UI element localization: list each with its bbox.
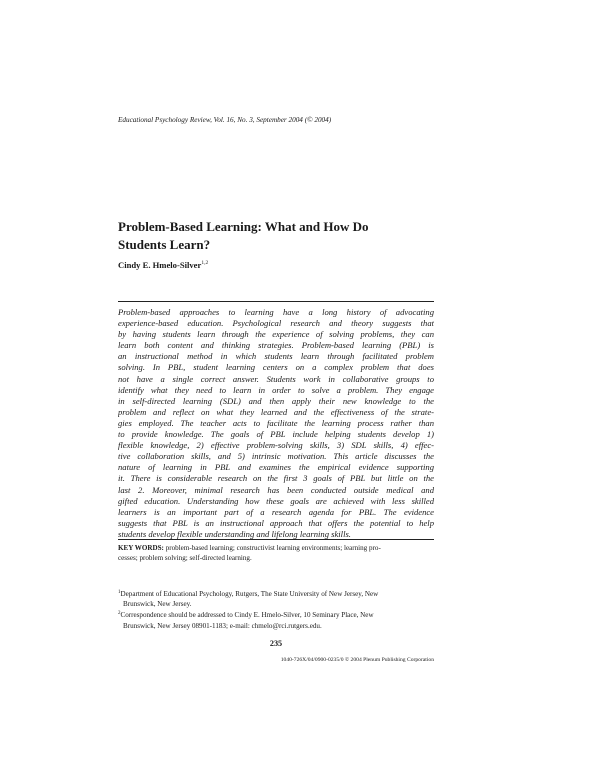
- author-affiliation-marks: 1,2: [201, 260, 209, 266]
- footnote-mark: 1: [118, 590, 121, 595]
- abstract-line: problem and reflect on what they learned and the effectiveness of the strate-: [118, 406, 434, 417]
- copyright-notice: 1040-726X/04/0900-0235/0 © 2004 Plenum Publishing Corporation: [280, 657, 434, 663]
- abstract-top-rule: [118, 301, 434, 302]
- abstract-line: learn both content and thinking strategies. Problem-based learning (PBL) is: [118, 340, 434, 351]
- abstract-line: an instructional method in which students learn through facilitated problem: [118, 351, 434, 362]
- footnote-1-continuation: Brunswick, New Jersey.: [123, 600, 192, 609]
- title-line: Problem-Based Learning: What and How Do: [118, 219, 369, 234]
- abstract-line: not have a single correct answer. Students work in collaborative groups to: [118, 373, 434, 384]
- footnote-2: [118, 609, 434, 620]
- footnotes: [118, 588, 434, 631]
- abstract-line: last 2. Moreover, minimal research has been conducted outside medical and: [118, 484, 434, 495]
- author-name: [118, 260, 208, 270]
- footnote-mark: 2: [118, 611, 121, 617]
- abstract-line: by having students learn through the experience of solving problems, they can: [118, 329, 434, 340]
- author-text: Cindy E. Hmelo-Silver: [118, 260, 202, 270]
- journal-citation: Educational Psychology Review, Vol. 16, No. 3, September 2004 (© 2004): [118, 116, 332, 124]
- abstract-line: suggests that PBL is an instructional approach that offers the potential to help: [118, 517, 434, 528]
- title-line: Students Learn?: [118, 237, 211, 252]
- abstract-line: experience-based education. Psychological research and theory suggests that: [118, 318, 434, 329]
- keywords-line: [118, 543, 434, 553]
- abstract-line: it. There is considerable research on the first 3 goals of PBL but little on the: [118, 473, 434, 484]
- abstract-bottom-rule: [118, 539, 434, 540]
- abstract: [118, 307, 434, 540]
- abstract-line: solving. In PBL, student learning centers on a complex problem that does: [118, 362, 434, 373]
- keywords-label: KEY WORDS:: [118, 544, 164, 552]
- keywords-line: cesses; problem solving; self-directed learning.: [118, 554, 252, 562]
- abstract-line: learners is an important part of a research agenda for PBL. The evidence: [118, 506, 434, 517]
- footnote-1: [118, 588, 434, 599]
- article-title: [118, 218, 458, 254]
- keywords-text: problem-based learning; constructivist learning environments; learning pro-: [163, 544, 381, 552]
- abstract-line: nature of learning in PBL and examines the empirical evidence supporting: [118, 462, 434, 473]
- abstract-line: Problem-based approaches to learning have a long history of advocating: [118, 307, 434, 317]
- abstract-line: students develop flexible understanding and lifelong learning skills.: [118, 528, 351, 539]
- keywords: [118, 543, 434, 563]
- page-number: 235: [269, 639, 283, 648]
- abstract-line: flexible knowledge, 2) effective problem-solving skills, 3) SDL skills, 4) effec-: [118, 440, 434, 451]
- abstract-line: identify what they need to learn in order to solve a problem. They engage: [118, 384, 434, 395]
- abstract-line: to provide knowledge. The goals of PBL include helping students develop 1): [118, 429, 434, 440]
- abstract-line: gies employed. The teacher acts to facilitate the learning process rather than: [118, 417, 434, 428]
- abstract-line: in self-directed learning (SDL) and then apply their new knowledge to the: [118, 395, 434, 406]
- abstract-line: gifted education. Understanding how these goals are achieved with less skilled: [118, 495, 434, 506]
- footnote-text: Correspondence should be addressed to Cindy E. Hmelo-Silver, 10 Seminary Place, New: [120, 611, 374, 620]
- footnote-2-continuation: Brunswick, New Jersey 08901-1183; e-mail: chmelo@rci.rutgers.edu.: [123, 621, 322, 630]
- footnote-text: Department of Educational Psychology, Rutgers, The State University of New Jersey, New: [120, 590, 379, 598]
- abstract-line: tive collaboration skills, and 5) intrinsic motivation. This article discusses the: [118, 451, 434, 462]
